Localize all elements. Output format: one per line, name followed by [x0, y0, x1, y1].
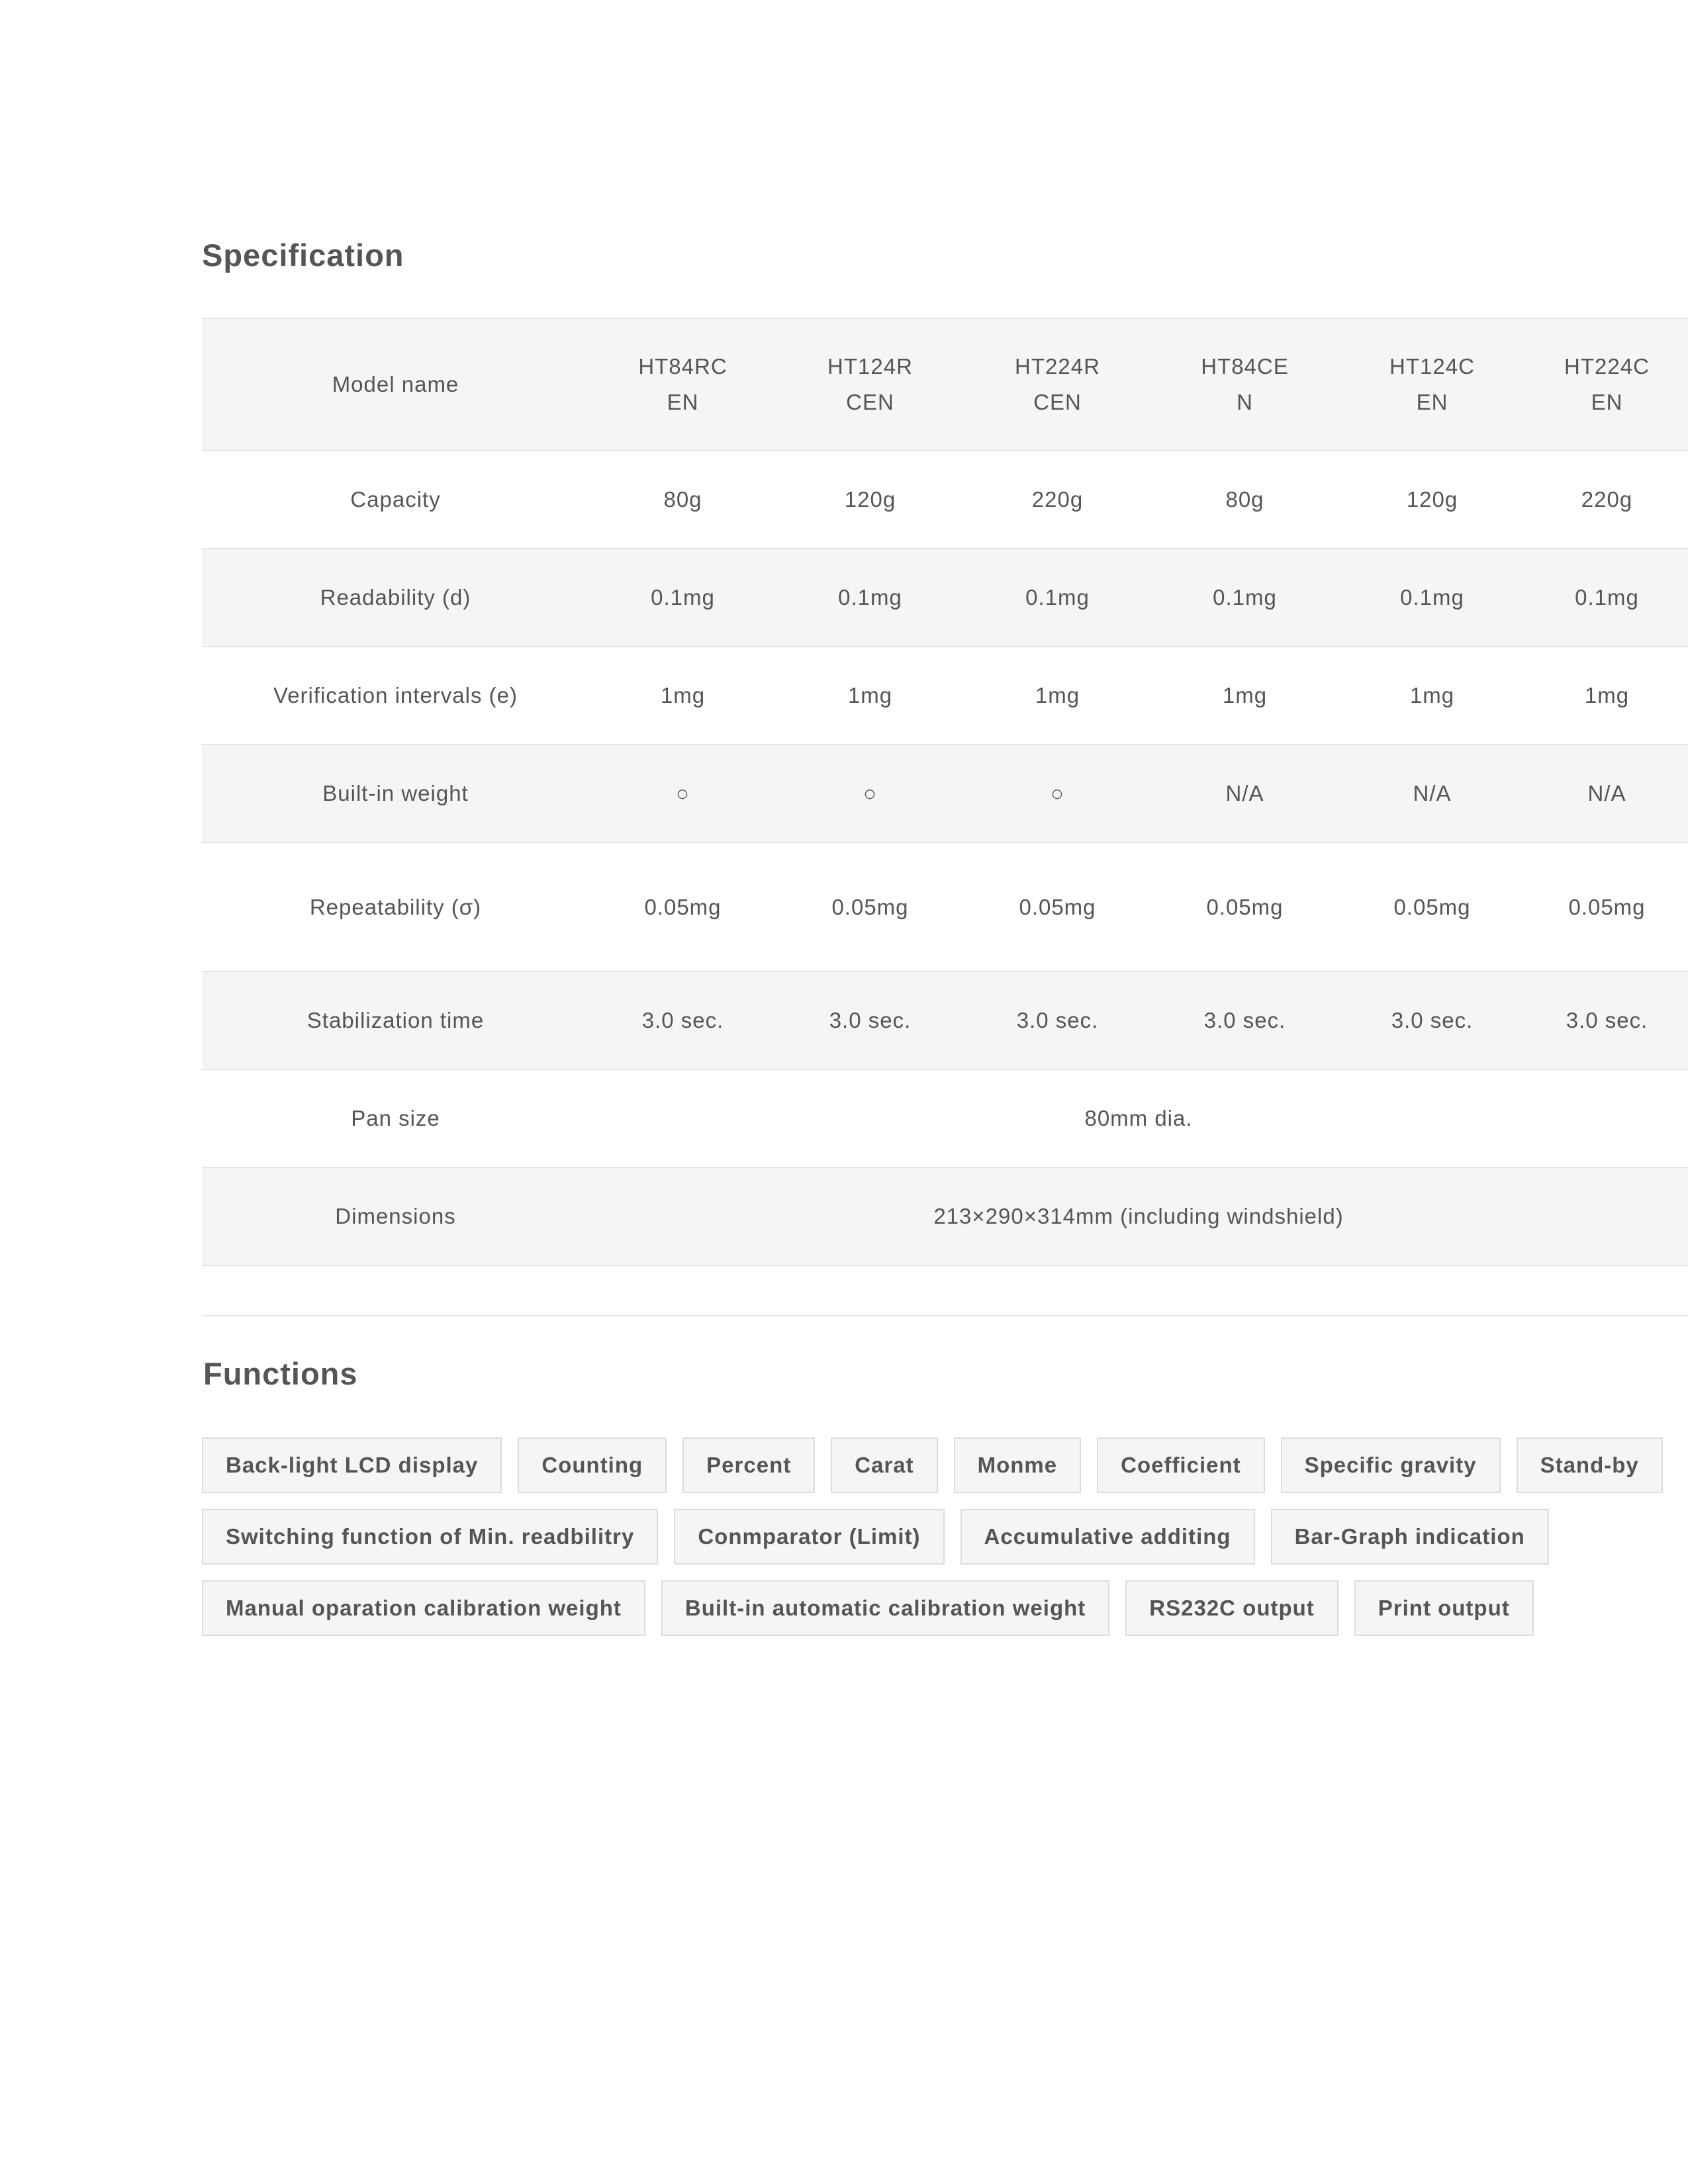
spec-value: ○ — [776, 745, 964, 842]
spec-row-stabilization-time — [202, 972, 1688, 1069]
spec-value: 0.1mg — [1151, 549, 1338, 647]
function-tag: Accumulative additing — [961, 1509, 1255, 1565]
functions-row — [202, 1580, 1688, 1636]
spec-value: 3.0 sec. — [1151, 972, 1338, 1069]
function-tag: Bar-Graph indication — [1271, 1509, 1549, 1565]
model-cell — [1151, 318, 1338, 451]
model-name-part: CEN — [1033, 390, 1082, 414]
model-name-part: CEN — [846, 390, 894, 414]
spec-row-dimensions — [202, 1167, 1688, 1265]
spec-value: 80g — [589, 451, 776, 549]
spec-row-pan-size — [202, 1069, 1688, 1167]
spec-row-capacity — [202, 451, 1688, 549]
row-label: Stabilization time — [202, 972, 589, 1069]
spec-value: ○ — [589, 745, 776, 842]
specification-heading: Specification — [202, 238, 404, 273]
spec-value: 0.05mg — [964, 842, 1151, 972]
function-tag: Stand-by — [1517, 1437, 1663, 1493]
function-tag: RS232C output — [1125, 1580, 1338, 1636]
spec-value: 213×290×314mm (including windshield) — [589, 1167, 1688, 1265]
spec-value: 220g — [1526, 451, 1688, 549]
model-name-part: HT84CE — [1201, 354, 1289, 379]
model-name-part: N — [1237, 390, 1253, 414]
function-tag: Conmparator (Limit) — [674, 1509, 944, 1565]
model-cell — [1338, 318, 1526, 451]
spec-value: 0.1mg — [1526, 549, 1688, 647]
section-divider — [202, 1315, 1688, 1316]
row-label-model-name: Model name — [202, 318, 589, 451]
function-tag: Coefficient — [1097, 1437, 1265, 1493]
row-label: Readability (d) — [202, 549, 589, 647]
function-tag: Switching function of Min. readbilitry — [202, 1509, 658, 1565]
model-name-part: HT84RC — [638, 354, 727, 379]
spec-row-verification-intervals — [202, 647, 1688, 745]
spec-value: 1mg — [776, 647, 964, 745]
specification-table — [202, 318, 1688, 1266]
function-tag: Carat — [831, 1437, 937, 1493]
function-tag: Monme — [954, 1437, 1082, 1493]
row-label: Built-in weight — [202, 745, 589, 842]
functions-row — [202, 1437, 1688, 1493]
function-tag: Print output — [1354, 1580, 1534, 1636]
functions-tag-list — [202, 1437, 1688, 1652]
spec-value: ○ — [964, 745, 1151, 842]
model-cell — [589, 318, 776, 451]
spec-value: 3.0 sec. — [776, 972, 964, 1069]
spec-value: 120g — [1338, 451, 1526, 549]
spec-value: 3.0 sec. — [589, 972, 776, 1069]
spec-value: 1mg — [589, 647, 776, 745]
spec-value: 3.0 sec. — [1338, 972, 1526, 1069]
spec-value: 0.05mg — [1526, 842, 1688, 972]
spec-value: 3.0 sec. — [964, 972, 1151, 1069]
model-name-part: HT124R — [827, 354, 913, 379]
function-tag: Built-in automatic calibration weight — [661, 1580, 1109, 1636]
spec-value: 0.05mg — [589, 842, 776, 972]
model-name-part: EN — [667, 390, 699, 414]
model-cell — [964, 318, 1151, 451]
spec-value: 0.1mg — [1338, 549, 1526, 647]
spec-value: 0.1mg — [964, 549, 1151, 647]
spec-value: 0.05mg — [776, 842, 964, 972]
function-tag: Percent — [682, 1437, 815, 1493]
spec-row-built-in-weight — [202, 745, 1688, 842]
spec-value: N/A — [1151, 745, 1338, 842]
row-label: Pan size — [202, 1069, 589, 1167]
spec-value: 1mg — [1338, 647, 1526, 745]
spec-value: 0.05mg — [1338, 842, 1526, 972]
spec-value: 1mg — [1151, 647, 1338, 745]
spec-value: 220g — [964, 451, 1151, 549]
row-label: Verification intervals (e) — [202, 647, 589, 745]
spec-row-readability — [202, 549, 1688, 647]
spec-value: 0.1mg — [776, 549, 964, 647]
function-tag: Back-light LCD display — [202, 1437, 502, 1493]
model-name-row — [202, 318, 1688, 451]
model-name-part: EN — [1591, 390, 1623, 414]
spec-value: 120g — [776, 451, 964, 549]
spec-value: N/A — [1338, 745, 1526, 842]
model-cell — [1526, 318, 1688, 451]
spec-value: 0.05mg — [1151, 842, 1338, 972]
model-name-part: HT124C — [1389, 354, 1475, 379]
model-name-part: HT224C — [1564, 354, 1650, 379]
model-name-part: EN — [1416, 390, 1448, 414]
spec-value: N/A — [1526, 745, 1688, 842]
spec-row-repeatability — [202, 842, 1688, 972]
row-label: Dimensions — [202, 1167, 589, 1265]
functions-row — [202, 1509, 1688, 1565]
function-tag: Specific gravity — [1281, 1437, 1501, 1493]
spec-value: 3.0 sec. — [1526, 972, 1688, 1069]
function-tag: Counting — [518, 1437, 667, 1493]
functions-heading: Functions — [203, 1356, 358, 1391]
model-cell — [776, 318, 964, 451]
spec-value: 1mg — [1526, 647, 1688, 745]
spec-value: 80g — [1151, 451, 1338, 549]
model-name-part: HT224R — [1015, 354, 1100, 379]
spec-value: 1mg — [964, 647, 1151, 745]
spec-value: 0.1mg — [589, 549, 776, 647]
function-tag: Manual oparation calibration weight — [202, 1580, 645, 1636]
row-label: Repeatability (σ) — [202, 842, 589, 972]
row-label: Capacity — [202, 451, 589, 549]
spec-value: 80mm dia. — [589, 1069, 1688, 1167]
